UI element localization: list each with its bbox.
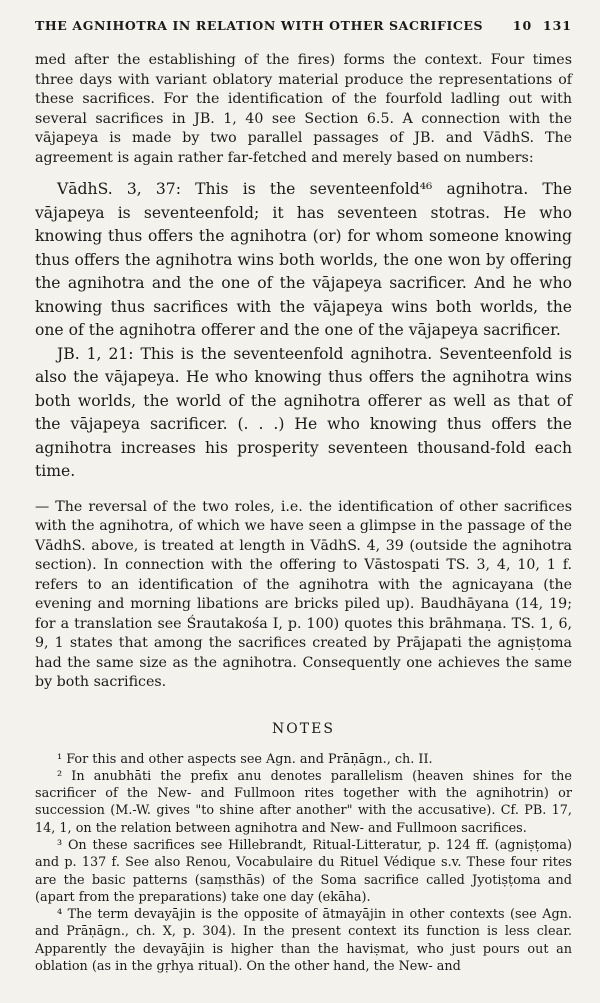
reversal-paragraph: — The reversal of the two roles, i.e. the identification of other sacrifices with the agnihotra, of which we have seen a glimpse in the passage of the VādhS. above, is treated at length in VādhS. 4, 39 (outside the agnihotra section). In connection with the offering to Vāstospati TS. 3, 4, 10, 1 f. refers to an identification of the agnihotra with the agnicayana (the evening and morning libations are bricks piled up). Baudhāyana (14, 19; for a translation see Śrautakośa I, p. 100) quotes this brāhmaṇa. TS. 1, 6, 9, 1 states that among the sacrifices created by Prājapati the agniṣṭoma had the same size as the agnihotra. Consequently one achieves the same by both sacrifices. bbox=[35, 498, 572, 690]
quote-jb: JB. 1, 21: This is the seventeenfold agnihotra. Seventeenfold is also the vājapeya. He who knowing thus offers the agnihotra wins both worlds, the world of the agnihotra offerer as well as that of the vājapeya sacrificer. (. . .) He who knowing thus offers the agnihotra increases his prosperity seventeen thousand-fold each time. bbox=[35, 344, 572, 480]
notes-heading: NOTES bbox=[272, 720, 335, 737]
page-number: 131 bbox=[542, 18, 572, 33]
footnote-3: ³ On these sacrifices see Hillebrandt, Ritual-Litteratur, p. 124 ff. (agniṣṭoma) and p. 137 f. See also Renou, Vocabulaire du Rituel Védique s.v. These four rites are the basic patterns (saṃsthās) of the Soma sacrifice called Jyotiṣṭoma and (apart from the preparations) take one day (ekāha). bbox=[35, 837, 572, 905]
page-number-group bbox=[513, 18, 572, 33]
footnote-2: ² In anubhāti the prefix anu denotes parallelism (heaven shines for the sacrificer of the New- and Fullmoon rites together with the agnihotrin) or succession (M.-W. gives "to shine after another" with the accusative). Cf. PB. 17, 14, 1, on the relation between agnihotra and New- and Fullmoon sacrifices. bbox=[35, 768, 572, 836]
quote-vadhs: VādhS. 3, 37: This is the seventeenfold⁴⁶ agnihotra. The vājapeya is seventeenfold; it has seventeen stotras. He who knowing thus offers the agnihotra (or) for whom someone knowing thus offers the agnihotra wins both worlds, the one won by offering the agnihotra and the one of the vājapeya sacrificer. And he who knowing thus sacrifices with the vājapeya wins both worlds, the one of the agnihotra offerer and the one of the vājapeya sacrificer. bbox=[35, 180, 572, 339]
footnote-1: ¹ For this and other aspects see Agn. and Prāṇāgn., ch. II. bbox=[57, 751, 433, 767]
chapter-number: 10 bbox=[512, 18, 533, 33]
running-head bbox=[35, 18, 572, 33]
footnote-4: ⁴ The term devayājin is the opposite of ātmayājin in other contexts (see Agn. and Prāṇāgn., ch. X, p. 304). In the present context its function is less clear. Apparently the devayājin is higher than the haviṣmat, who just pours out an oblation (as in the gṛhya ritual). On the other hand, the New- and bbox=[35, 907, 572, 975]
intro-paragraph: med after the establishing of the fires) forms the context. Four times three days with variant oblatory material produce the representations of these sacrifices. For the identification of the fourfold ladling out with several sacrifices in JB. 1, 40 see Section 6.5. A connection with the vājapeya is made by two parallel passages of JB. and VādhS. The agreement is again rather far-fetched and merely based on numbers: bbox=[35, 52, 572, 166]
running-title: THE AGNIHOTRA IN RELATION WITH OTHER SACRIFICES bbox=[35, 18, 484, 33]
